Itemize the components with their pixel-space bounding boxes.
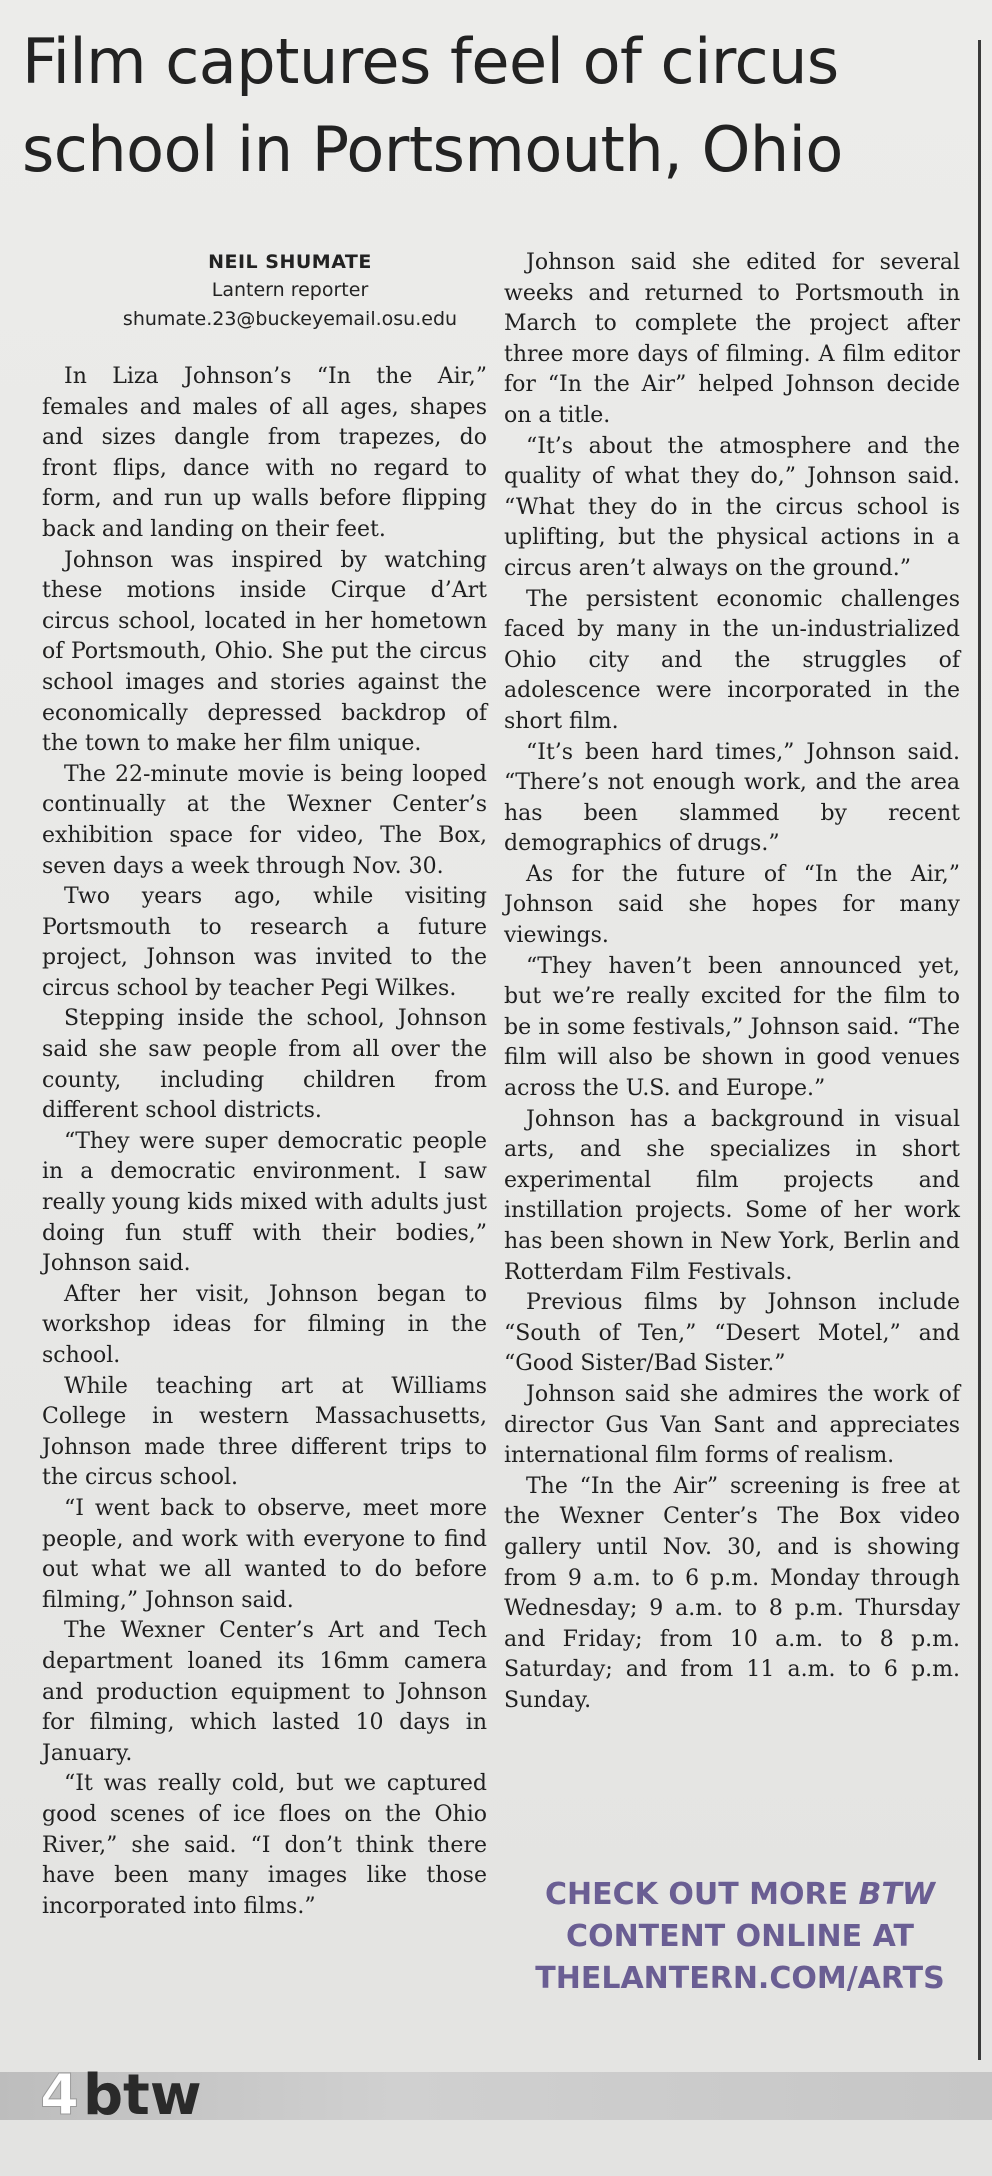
- paragraph: The persistent economic challenges faced by many in the un-industrialized Ohio city and the struggles of adolescence were incorporated in the short film.: [504, 586, 960, 734]
- paragraph: In Liza Johnson’s “In the Air,” females and males of all ages, shapes and sizes dangle from trapezes, do front flips, dance with no regard to form, and run up walls before flipping back and landing on their feet.: [42, 364, 487, 542]
- promo-brand: BTW: [858, 1877, 935, 1912]
- paragraph: “It’s been hard times,” Johnson said. “There’s not enough work, and the area has been slammed by recent demographics of drugs.”: [504, 739, 960, 857]
- online-promo: [510, 1874, 970, 2000]
- paragraph: While teaching art at Williams College in western Massachusetts, Johnson made three different trips to the circus school.: [42, 1373, 487, 1491]
- page-folio: [40, 2063, 202, 2128]
- page-number: 4: [40, 2063, 79, 2128]
- paragraph: The 22-minute movie is being looped continually at the Wexner Center’s exhibition space for video, The Box, seven days a week through Nov. 30.: [42, 761, 487, 879]
- article-column-2: [504, 248, 960, 1717]
- byline: [100, 248, 480, 334]
- paragraph: Johnson has a background in visual arts, and she specializes in short experimental film projects and instillation projects. Some of her work has been shown in New York, Berlin and Rotterdam Film Festivals.: [504, 1106, 960, 1285]
- paragraph: Two years ago, while visiting Portsmouth to research a future project, Johnson was invited to the circus school by teacher Pegi Wilkes.: [42, 884, 487, 1001]
- paragraph: “It was really cold, but we captured good scenes of ice floes on the Ohio River,” she said. “I don’t think there have been many images like those incorporated into films.”: [42, 1771, 487, 1919]
- byline-name: NEIL SHUMATE: [208, 251, 372, 273]
- byline-title: Lantern reporter: [211, 279, 369, 301]
- promo-text: CHECK OUT MORE: [545, 1877, 859, 1912]
- byline-email: shumate.23@buckeyemail.osu.edu: [122, 308, 458, 330]
- paragraph: Previous films by Johnson include “South of Ten,” “Desert Motel,” and “Good Sister/Bad Sister.”: [504, 1290, 960, 1377]
- paragraph: The Wexner Center’s Art and Tech department loaned its 16mm camera and production equipment to Johnson for filming, which lasted 10 days in January.: [42, 1618, 487, 1766]
- promo-line-2: CONTENT ONLINE AT: [566, 1919, 914, 1954]
- paragraph: “It’s about the atmosphere and the quality of what they do,” Johnson said. “What they do in the circus school is uplifting, but the physical actions in a circus aren’t always on the ground.”: [504, 433, 960, 581]
- paragraph: “They were super democratic people in a democratic environment. I saw really young kids mixed with adults just doing fun stuff with their bodies,” Johnson said.: [42, 1128, 487, 1277]
- paragraph: “They haven’t been announced yet, but we’re really excited for the film to be in some festivals,” Johnson said. “The film will also be shown in good venues across the U.S. and Europe.”: [504, 953, 960, 1102]
- column-rule: [978, 40, 981, 2060]
- paragraph: Stepping inside the school, Johnson said she saw people from all over the county, including children from different school districts.: [42, 1006, 487, 1124]
- headline: Film captures feel of circus school in Portsmouth, Ohio: [22, 25, 843, 186]
- paragraph: The “In the Air” screening is free at the Wexner Center’s The Box video gallery until Nov. 30, and is showing from 9 a.m. to 6 p.m. Monday through Wednesday; 9 a.m. to 8 p.m. Thursday and Friday; from 10 a.m. to 8 p.m. Saturday; and from 11 a.m. to 6 p.m. Sunday.: [504, 1473, 960, 1713]
- promo-line-1: [510, 1874, 970, 1916]
- section-brand: btw: [82, 2063, 202, 2128]
- promo-url: THELANTERN.COM/ARTS: [535, 1961, 945, 1996]
- paragraph: “I went back to observe, meet more people, and work with everyone to find out what we all wanted to do before filming,” Johnson said.: [42, 1495, 487, 1613]
- paragraph: After her visit, Johnson began to workshop ideas for filming in the school.: [42, 1281, 487, 1368]
- paragraph: Johnson was inspired by watching these motions inside Cirque d’Art circus school, located in her hometown of Portsmouth, Ohio. She put the circus school images and stories against the economically depressed backdrop of the town to make her film unique.: [42, 547, 487, 757]
- paragraph: Johnson said she edited for several weeks and returned to Portsmouth in March to complete the project after three more days of filming. A film editor for “In the Air” helped Johnson decide on a title.: [504, 250, 960, 428]
- paragraph: As for the future of “In the Air,” Johnson said she hopes for many viewings.: [504, 861, 960, 949]
- paragraph: Johnson said she admires the work of director Gus Van Sant and appreciates international film forms of realism.: [504, 1381, 960, 1469]
- article-column-1: [42, 362, 487, 1922]
